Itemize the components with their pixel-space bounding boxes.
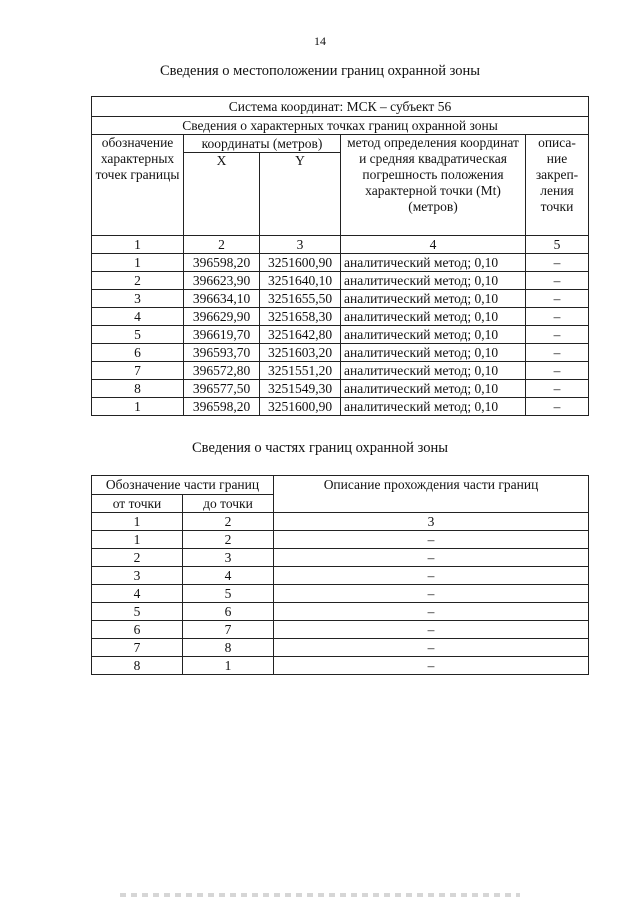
header-from-point: от точки bbox=[92, 495, 183, 513]
coord-x: 396572,80 bbox=[184, 362, 260, 380]
table-row bbox=[92, 272, 589, 290]
from-point: 3 bbox=[92, 567, 183, 585]
table-row bbox=[92, 254, 589, 272]
part-description: – bbox=[274, 567, 589, 585]
column-number: 5 bbox=[526, 236, 589, 254]
point-description: – bbox=[526, 362, 589, 380]
coord-y: 3251655,50 bbox=[260, 290, 341, 308]
coord-y: 3251603,20 bbox=[260, 344, 341, 362]
coord-x: 396577,50 bbox=[184, 380, 260, 398]
header-x: X bbox=[184, 153, 260, 236]
to-point: 3 bbox=[183, 549, 274, 567]
method: аналитический метод; 0,10 bbox=[341, 326, 526, 344]
table-row bbox=[92, 639, 589, 657]
part-description: – bbox=[274, 657, 589, 675]
from-point: 4 bbox=[92, 585, 183, 603]
method: аналитический метод; 0,10 bbox=[341, 344, 526, 362]
header-part-designation: Обозначение части границ bbox=[92, 476, 274, 495]
coord-x: 396623,90 bbox=[184, 272, 260, 290]
point-description: – bbox=[526, 344, 589, 362]
header-y: Y bbox=[260, 153, 341, 236]
parts-table bbox=[91, 475, 589, 675]
part-description: – bbox=[274, 585, 589, 603]
method: аналитический метод; 0,10 bbox=[341, 380, 526, 398]
from-point: 5 bbox=[92, 603, 183, 621]
method: аналитический метод; 0,10 bbox=[341, 290, 526, 308]
page-number: 14 bbox=[314, 34, 326, 48]
column-number: 2 bbox=[183, 513, 274, 531]
column-number: 1 bbox=[92, 513, 183, 531]
table-row bbox=[92, 621, 589, 639]
coord-y: 3251551,20 bbox=[260, 362, 341, 380]
to-point: 4 bbox=[183, 567, 274, 585]
method: аналитический метод; 0,10 bbox=[341, 398, 526, 416]
header-point-designation: обозначение характерных точек границы bbox=[92, 135, 184, 236]
point-number: 3 bbox=[92, 290, 184, 308]
coord-x: 396619,70 bbox=[184, 326, 260, 344]
to-point: 6 bbox=[183, 603, 274, 621]
part-description: – bbox=[274, 531, 589, 549]
points-table bbox=[91, 96, 589, 416]
point-description: – bbox=[526, 308, 589, 326]
point-description: – bbox=[526, 254, 589, 272]
column-number-row bbox=[92, 513, 589, 531]
column-number: 3 bbox=[274, 513, 589, 531]
table-row bbox=[92, 531, 589, 549]
coord-y: 3251600,90 bbox=[260, 254, 341, 272]
header-part-description: Описание прохождения части границ bbox=[274, 476, 589, 513]
to-point: 7 bbox=[183, 621, 274, 639]
point-number: 2 bbox=[92, 272, 184, 290]
to-point: 1 bbox=[183, 657, 274, 675]
coord-y: 3251640,10 bbox=[260, 272, 341, 290]
point-number: 1 bbox=[92, 254, 184, 272]
from-point: 8 bbox=[92, 657, 183, 675]
table-row bbox=[92, 603, 589, 621]
coord-y: 3251600,90 bbox=[260, 398, 341, 416]
method: аналитический метод; 0,10 bbox=[341, 254, 526, 272]
column-number: 4 bbox=[341, 236, 526, 254]
point-description: – bbox=[526, 290, 589, 308]
points-table-body bbox=[92, 254, 589, 416]
point-description: – bbox=[526, 398, 589, 416]
to-point: 2 bbox=[183, 531, 274, 549]
point-number: 8 bbox=[92, 380, 184, 398]
point-description: – bbox=[526, 380, 589, 398]
header-description: описа-ние закреп-ления точки bbox=[526, 135, 589, 236]
column-number: 2 bbox=[184, 236, 260, 254]
header-to-point: до точки bbox=[183, 495, 274, 513]
coord-x: 396634,10 bbox=[184, 290, 260, 308]
point-description: – bbox=[526, 272, 589, 290]
coord-y: 3251658,30 bbox=[260, 308, 341, 326]
coord-x: 396598,20 bbox=[184, 254, 260, 272]
section-title-parts: Сведения о частях границ охранной зоны bbox=[192, 440, 448, 456]
point-number: 6 bbox=[92, 344, 184, 362]
column-number-row bbox=[92, 236, 589, 254]
table-row bbox=[92, 567, 589, 585]
from-point: 7 bbox=[92, 639, 183, 657]
section-title-points: Сведения о местоположении границ охранной зоны bbox=[159, 63, 480, 79]
coord-x: 396629,90 bbox=[184, 308, 260, 326]
parts-table-body bbox=[92, 531, 589, 675]
header-method: метод определения координат и средняя квадратическая погрешность положения характерной точки (Mt) (метров) bbox=[341, 135, 526, 236]
coord-x: 396593,70 bbox=[184, 344, 260, 362]
table-row bbox=[92, 326, 589, 344]
point-number: 1 bbox=[92, 398, 184, 416]
from-point: 1 bbox=[92, 531, 183, 549]
table-row bbox=[92, 398, 589, 416]
method: аналитический метод; 0,10 bbox=[341, 308, 526, 326]
coord-y: 3251549,30 bbox=[260, 380, 341, 398]
method: аналитический метод; 0,10 bbox=[341, 272, 526, 290]
coord-x: 396598,20 bbox=[184, 398, 260, 416]
footer-scan-artifact bbox=[120, 893, 520, 897]
point-number: 7 bbox=[92, 362, 184, 380]
from-point: 6 bbox=[92, 621, 183, 639]
part-description: – bbox=[274, 603, 589, 621]
method: аналитический метод; 0,10 bbox=[341, 362, 526, 380]
point-number: 4 bbox=[92, 308, 184, 326]
table-row bbox=[92, 290, 589, 308]
column-number: 1 bbox=[92, 236, 184, 254]
from-point: 2 bbox=[92, 549, 183, 567]
coord-y: 3251642,80 bbox=[260, 326, 341, 344]
point-description: – bbox=[526, 326, 589, 344]
to-point: 8 bbox=[183, 639, 274, 657]
part-description: – bbox=[274, 549, 589, 567]
table-row bbox=[92, 344, 589, 362]
part-description: – bbox=[274, 621, 589, 639]
table-row bbox=[92, 585, 589, 603]
table-row bbox=[92, 549, 589, 567]
coord-system-header: Система координат: МСК – субъект 56 bbox=[92, 97, 589, 117]
part-description: – bbox=[274, 639, 589, 657]
table-row bbox=[92, 380, 589, 398]
points-subtitle-header: Сведения о характерных точках границ охранной зоны bbox=[92, 117, 589, 135]
table-row bbox=[92, 308, 589, 326]
point-number: 5 bbox=[92, 326, 184, 344]
table-row bbox=[92, 362, 589, 380]
header-coordinates: координаты (метров) bbox=[184, 135, 341, 153]
to-point: 5 bbox=[183, 585, 274, 603]
column-number: 3 bbox=[260, 236, 341, 254]
table-row bbox=[92, 657, 589, 675]
